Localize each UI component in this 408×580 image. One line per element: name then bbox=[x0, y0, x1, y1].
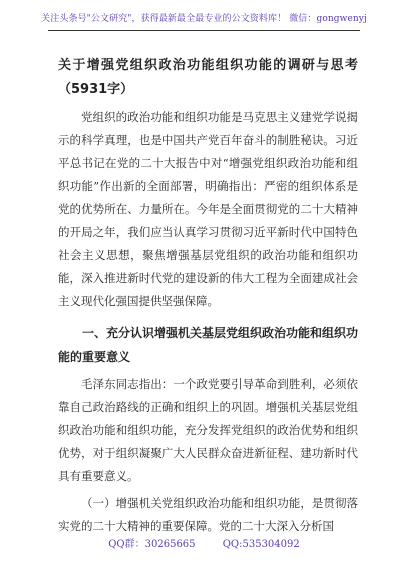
document-body bbox=[58, 54, 358, 538]
document-title: 关于增强党组织政治功能组织功能的调研与思考（5931字） bbox=[58, 58, 358, 97]
footer-qq: QQ:535304092 bbox=[222, 539, 300, 550]
section-paragraph: 毛泽东同志指出：一个政党要引导革命到胜利，必须依靠自己政治路线的正确和组织上的巩固。增强机关基层党组织政治功能和组织功能，充分发挥党组织的政治优势和组织优势，对于组织凝聚广大人民群众奋进新征程、建功新时代具有重要意义。 bbox=[58, 377, 358, 483]
intro-paragraph: 党组织的政治功能和组织功能是马克思主义建党学说揭示的科学真理，也是中国共产党百年奋斗的制胜秘诀。习近平总书记在党的二十大报告中对“增强党组织政治功能和组织功能”作出新的全面部署，明确指出：严密的组织体系是党的优势所在、力量所在。今年是全面贯彻党的二十大精神的开局之年，我们应当认真学习贯彻习近平新时代中国特色社会主义思想，聚焦增强基层党组织的政治功能和组织功能，深入推进新时代党的建设新的伟大工程为全面建成社会主义现代化强国提供坚强保障。 bbox=[58, 110, 358, 308]
spacer bbox=[58, 313, 358, 317]
section-heading: 一、充分认识增强机关基层党组织政治功能和组织功能的重要意义 bbox=[58, 326, 359, 364]
header-banner: 关注头条号"公文研究"，获得最新最全最专业的公文资料库！ 微信：gongwenyj bbox=[41, 14, 367, 24]
header-divider bbox=[48, 30, 360, 31]
section-paragraph: （一）增强机关党组织政治功能和组织功能，是贯彻落实党的二十大精神的重要保障。党的二十大深入分析国 bbox=[58, 496, 358, 533]
footer-qq-group: QQ群：30265665 bbox=[108, 539, 196, 550]
footer-contact bbox=[0, 535, 408, 550]
